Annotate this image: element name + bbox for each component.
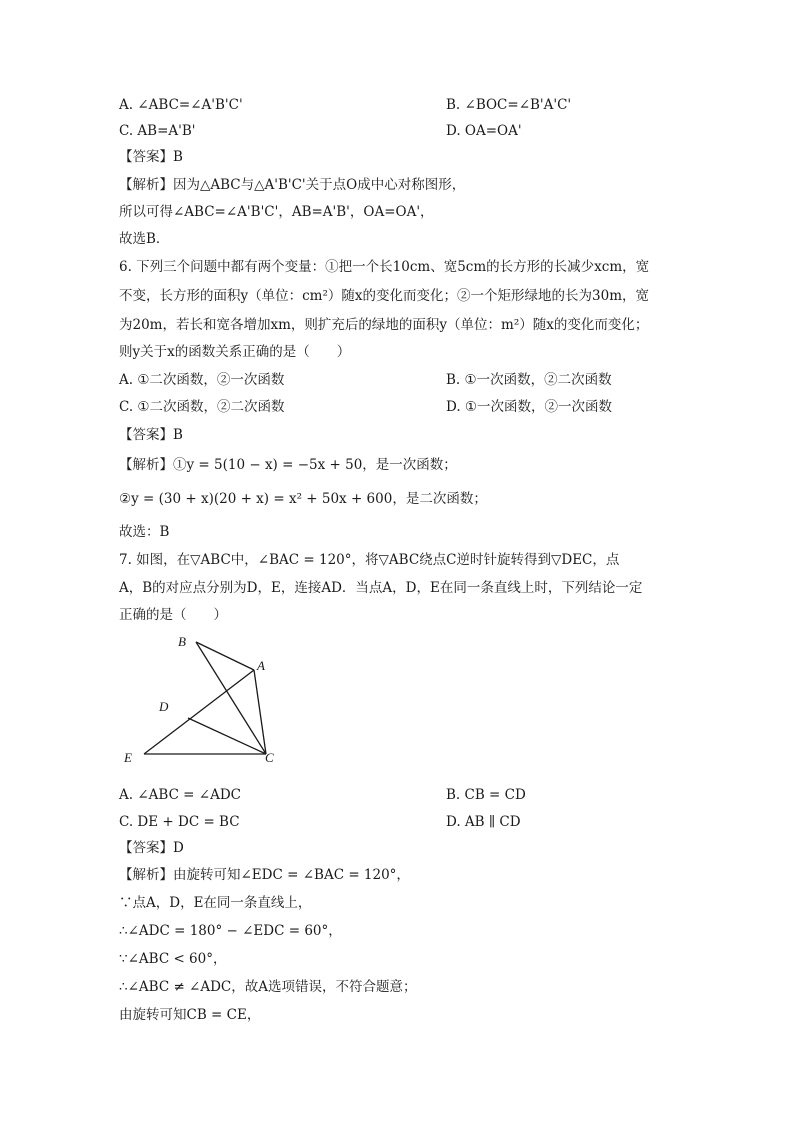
q7-stem-line-1: 7. 如图，在▽ABC中，∠BAC = 120°，将▽ABC绕点C逆时针旋转得到▽DEC，点 [119, 552, 620, 568]
q6-analysis-line-3: 故选：B [119, 524, 170, 540]
q5-analysis-line-1: 【解析】因为△ABC与△A'B'C'关于点O成中心对称图形， [119, 177, 466, 193]
q7-analysis-line-1: 【解析】由旋转可知∠EDC = ∠BAC = 120°， [119, 867, 410, 883]
q6-option-a: A. ①二次函数，②一次函数 [119, 372, 285, 388]
q6-option-c: C. ①二次函数，②二次函数 [119, 399, 285, 415]
q6-answer: 【答案】B [119, 427, 183, 443]
q6-analysis-line-1: 【解析】①y = 5(10 − x) = −5x + 50，是一次函数； [119, 457, 457, 473]
q7-analysis-line-4: ∵∠ABC < 60°， [119, 951, 227, 967]
label-d: D [159, 699, 169, 714]
q6-stem-line-1: 6. 下列三个问题中都有两个变量：①把一个长10cm、宽5cm的长方形的长减少xcm，宽 [119, 259, 650, 275]
q6-analysis-line-2: ②y = (30 + x)(20 + x) = x² + 50x + 600，是二次函数； [119, 491, 487, 507]
q7-option-b: B. CB = CD [446, 787, 526, 803]
q5-option-c: C. AB=A'B' [119, 123, 196, 139]
q7-stem-line-2: A，B的对应点分别为D，E，连接AD．当点A，D，E在同一条直线上时，下列结论一定 [119, 580, 643, 596]
q7-answer: 【答案】D [119, 840, 184, 856]
q7-analysis-line-5: ∴∠ABC ≠ ∠ADC，故A选项错误，不符合题意； [119, 979, 417, 995]
q6-option-d: D. ①一次函数，②一次函数 [446, 399, 613, 415]
q6-stem-line-3: 为20m，若长和宽各增加xm，则扩充后的绿地的面积y（单位：m²）随x的变化而变化； [119, 317, 649, 333]
q7-analysis-line-2: ∵点A，D，E在同一条直线上， [119, 895, 312, 911]
label-e: E [124, 750, 132, 765]
geometry-diagram [112, 628, 292, 773]
q7-option-c: C. DE + DC = BC [119, 814, 240, 830]
q5-option-b: B. ∠BOC=∠B'A'C' [446, 97, 572, 113]
q5-option-d: D. OA=OA' [446, 123, 522, 139]
segment-ac [254, 670, 266, 754]
q6-option-b: B. ①一次函数，②二次函数 [446, 372, 612, 388]
q7-analysis-line-3: ∴∠ADC = 180° − ∠EDC = 60°， [119, 923, 342, 939]
triangle-rotation-figure [112, 628, 292, 773]
q7-analysis-line-6: 由旋转可知CB = CE， [119, 1007, 261, 1023]
q7-stem-line-3: 正确的是（ ） [119, 607, 227, 623]
q7-option-d: D. AB ∥ CD [446, 814, 521, 830]
q6-stem-line-4: 则y关于x的函数关系正确的是（ ） [119, 344, 351, 360]
label-b: B [178, 634, 186, 649]
q5-analysis-line-2: 所以可得∠ABC=∠A'B'C'，AB=A'B'，OA=OA'， [119, 204, 434, 220]
q5-analysis-line-3: 故选B． [119, 231, 170, 247]
q5-answer: 【答案】B [119, 149, 183, 165]
label-c: C [265, 750, 274, 765]
q5-option-a: A. ∠ABC=∠A'B'C' [119, 97, 243, 113]
q7-option-a: A. ∠ABC = ∠ADC [119, 787, 242, 803]
label-a: A [257, 658, 265, 673]
q6-stem-line-2: 不变，长方形的面积y（单位：cm²）随x的变化而变化；②一个矩形绿地的长为30m，宽 [119, 288, 649, 304]
